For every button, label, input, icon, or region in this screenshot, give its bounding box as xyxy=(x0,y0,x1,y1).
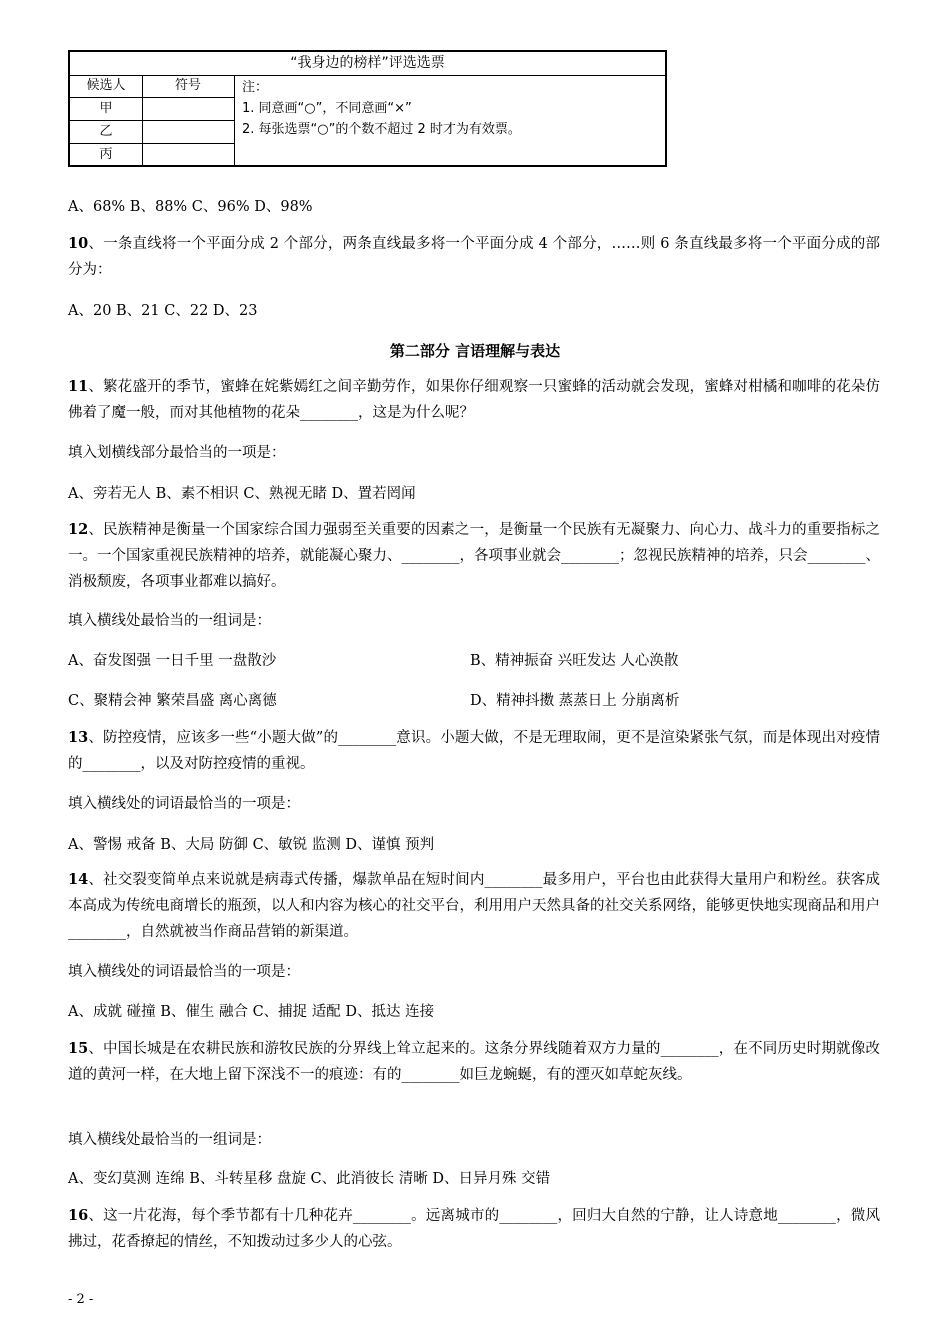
symbol-cell xyxy=(142,144,234,168)
q10-number: 10 xyxy=(68,235,89,252)
ballot-note xyxy=(242,77,661,140)
q16-stem xyxy=(68,1203,880,1255)
q12-prompt: 填入横线处最恰当的一组词是： xyxy=(68,613,271,629)
symbol-header: 符号 xyxy=(142,75,234,98)
note-label: 注： xyxy=(242,80,269,95)
symbol-column xyxy=(142,75,235,165)
q16-text: 、这一片花海，每个季节都有十几种花卉________。远离城市的________，回归大自然的宁静，让人诗意地________，微风拂过，花香撩起的情丝，不知拨动过多少人的心弦。 xyxy=(68,1208,880,1250)
note-line-2: 2. 每张选票“○”的个数不超过 2 时才为有效票。 xyxy=(242,122,521,137)
q12-stem xyxy=(68,517,880,595)
q13-options: A、警惕 戒备 B、大局 防御 C、敏锐 监测 D、谨慎 预判 xyxy=(68,837,435,853)
q13-stem xyxy=(68,725,880,777)
q12-option-c: C、聚精会神 繁荣昌盛 离心离德 xyxy=(68,693,277,709)
q14-stem xyxy=(68,867,880,945)
q14-options: A、成就 碰撞 B、催生 融合 C、捕捉 适配 D、抵达 连接 xyxy=(68,1004,435,1020)
q11-stem xyxy=(68,374,880,426)
section-title: 第二部分 言语理解与表达 xyxy=(389,342,561,360)
q9-options: A、68% B、88% C、96% D、98% xyxy=(68,199,313,215)
q10-text: 、一条直线将一个平面分成 2 个部分，两条直线最多将一个平面分成 4 个部分，……则 6 条直线最多将一个平面分成的部分为： xyxy=(68,236,880,278)
symbol-cell xyxy=(142,98,234,121)
candidate-jia: 甲 xyxy=(70,98,142,121)
q11-number: 11 xyxy=(68,378,89,395)
candidate-yi: 乙 xyxy=(70,121,142,144)
q16-number: 16 xyxy=(68,1207,89,1224)
q14-text: 、社交裂变简单点来说就是病毒式传播，爆款单品在短时间内________最多用户，平台也由此获得大量用户和粉丝。获客成本高成为传统电商增长的瓶颈，以人和内容为核心的社交平台，利用用户天然具备的社交关系网络，能够更快地实现商品和用户________，自然就被当作商品营销的新渠道。 xyxy=(68,872,880,940)
q15-number: 15 xyxy=(68,1040,89,1057)
candidate-header: 候选人 xyxy=(70,75,142,98)
q13-text: 、防控疫情，应该多一些“小题大做”的________意识。小题大做，不是无理取闹，更不是渲染紧张气氛，而是体现出对疫情的________，以及对防控疫情的重视。 xyxy=(68,730,880,772)
q15-options: A、变幻莫测 连绵 B、斗转星移 盘旋 C、此消彼长 清晰 D、日异月殊 交错 xyxy=(68,1171,551,1187)
page-number: - 2 - xyxy=(68,1292,94,1307)
q13-prompt: 填入横线处的词语最恰当的一项是： xyxy=(68,796,300,812)
q12-option-d: D、精神抖擞 蒸蒸日上 分崩离析 xyxy=(470,693,680,709)
q11-text: 、繁花盛开的季节，蜜蜂在姹紫嫣红之间辛勤劳作，如果你仔细观察一只蜜蜂的活动就会发现，蜜蜂对柑橘和咖啡的花朵仿佛着了魔一般，而对其他植物的花朵________，这是为什么呢？ xyxy=(68,379,880,421)
q11-options: A、旁若无人 B、素不相识 C、熟视无睹 D、置若罔闻 xyxy=(68,486,416,502)
q14-number: 14 xyxy=(68,871,89,888)
q12-number: 12 xyxy=(68,521,89,538)
q14-prompt: 填入横线处的词语最恰当的一项是： xyxy=(68,964,300,980)
q12-option-b: B、精神振奋 兴旺发达 人心涣散 xyxy=(470,653,679,669)
q13-number: 13 xyxy=(68,729,89,746)
candidate-bing: 丙 xyxy=(99,147,113,162)
q12-option-a: A、奋发图强 一日千里 一盘散沙 xyxy=(68,653,277,669)
q15-text: 、中国长城是在农耕民族和游牧民族的分界线上耸立起来的。这条分界线随着双方力量的________，在不同历史时期就像改道的黄河一样，在大地上留下深浅不一的痕迹：有的________如巨龙蜿蜒，有的湮灭如草蛇灰线。 xyxy=(68,1041,880,1083)
q11-prompt: 填入划横线部分最恰当的一项是： xyxy=(68,445,286,461)
q12-text: 、民族精神是衡量一个国家综合国力强弱至关重要的因素之一，是衡量一个民族有无凝聚力、向心力、战斗力的重要指标之一。一个国家重视民族精神的培养，就能凝心聚力、________，各项事业就会________；忽视民族精神的培养，只会________、消极颓废，各项事业都难以搞好。 xyxy=(68,522,880,590)
note-line-1: 1. 同意画“○”，不同意画“×” xyxy=(242,101,412,116)
ballot-title: “我身边的榜样”评选选票 xyxy=(70,52,665,76)
ballot-table xyxy=(68,50,667,167)
candidate-column xyxy=(70,75,143,165)
q15-stem xyxy=(68,1036,880,1088)
q10-options: A、20 B、21 C、22 D、23 xyxy=(68,303,258,319)
symbol-cell xyxy=(142,121,234,144)
q15-prompt: 填入横线处最恰当的一组词是： xyxy=(68,1132,271,1148)
q10-stem xyxy=(68,231,880,283)
